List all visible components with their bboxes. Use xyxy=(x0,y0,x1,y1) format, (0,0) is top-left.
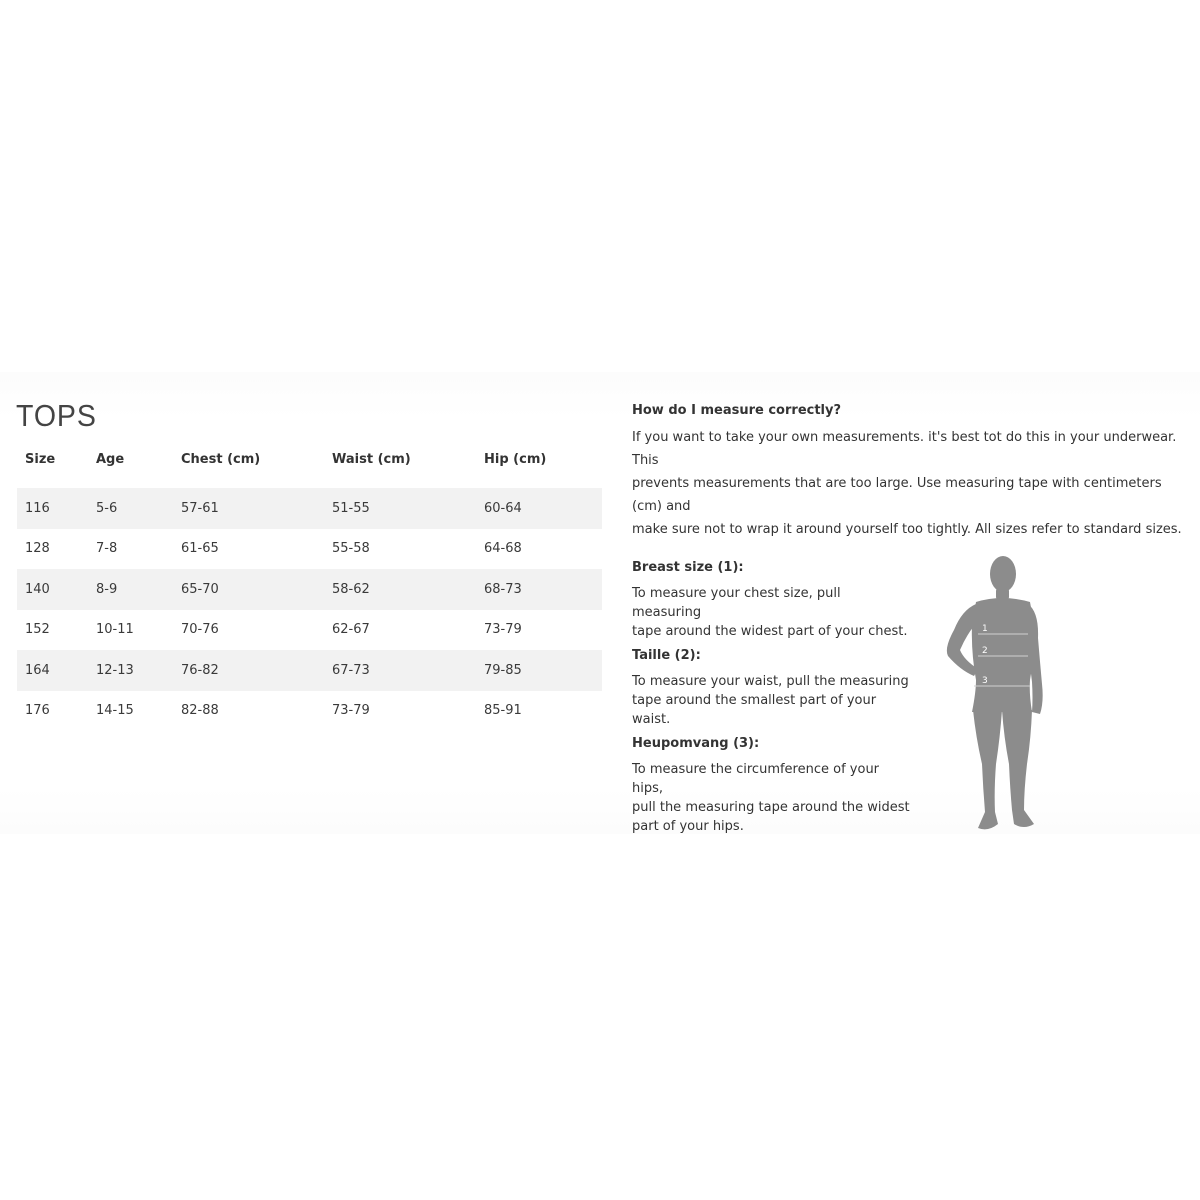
cell-hip: 60-64 xyxy=(476,488,602,529)
table-row xyxy=(17,569,602,610)
measure-help xyxy=(632,403,1192,541)
figure-marker-1: 1 xyxy=(982,624,988,634)
hip-heading: Heupomvang (3): xyxy=(632,736,760,751)
hip-text xyxy=(632,760,912,836)
cell-chest: 70-76 xyxy=(181,622,219,638)
waist-text xyxy=(632,672,912,729)
cell-age: 12-13 xyxy=(88,650,173,691)
cell-age: 8-9 xyxy=(88,569,173,610)
cell-chest: 65-70 xyxy=(173,569,324,610)
breast-text xyxy=(632,584,912,641)
cell-waist: 73-79 xyxy=(332,703,370,719)
figure-marker-3: 3 xyxy=(982,676,988,686)
cell-age: 14-15 xyxy=(96,703,134,719)
breast-line: tape around the widest part of your chest. xyxy=(632,624,908,639)
header-age: Age xyxy=(96,451,125,467)
measurement-hip xyxy=(632,736,1192,836)
cell-hip: 79-85 xyxy=(476,650,602,691)
waist-heading: Taille (2): xyxy=(632,648,701,663)
cell-hip: 73-79 xyxy=(484,622,522,638)
cell-size: 128 xyxy=(25,541,50,557)
header-size: Size xyxy=(25,451,56,467)
table-row xyxy=(17,488,602,529)
cell-chest: 61-65 xyxy=(181,541,219,557)
cell-waist: 62-67 xyxy=(332,622,370,638)
hip-line: part of your hips. xyxy=(632,819,744,834)
measure-help-line: prevents measurements that are too large. Use measuring tape with centimeters (cm) and xyxy=(632,476,1162,514)
cell-chest: 82-88 xyxy=(181,703,219,719)
measurement-breast xyxy=(632,560,1192,641)
table-row xyxy=(17,610,602,651)
measure-help-line: make sure not to wrap it around yourself too tightly. All sizes refer to standard sizes. xyxy=(632,522,1182,537)
table-header xyxy=(17,440,602,488)
hip-line: pull the measuring tape around the widest xyxy=(632,800,910,815)
cell-age: 10-11 xyxy=(96,622,134,638)
measure-help-text xyxy=(632,426,1192,541)
page-title: TOPS xyxy=(16,398,97,433)
measurement-waist xyxy=(632,648,1192,729)
header-chest: Chest (cm) xyxy=(181,451,261,467)
cell-size: 164 xyxy=(17,650,88,691)
table-row xyxy=(17,529,602,570)
cell-chest: 76-82 xyxy=(173,650,324,691)
header-hip: Hip (cm) xyxy=(484,451,547,467)
hip-line: To measure the circumference of your hips, xyxy=(632,762,880,796)
table-row xyxy=(17,650,602,691)
size-table xyxy=(17,440,602,731)
cell-age: 7-8 xyxy=(96,541,118,557)
measure-help-heading: How do I measure correctly? xyxy=(632,403,842,418)
cell-hip: 68-73 xyxy=(476,569,602,610)
cell-size: 116 xyxy=(17,488,88,529)
header-waist: Waist (cm) xyxy=(332,451,411,467)
body-silhouette-icon xyxy=(938,552,1048,832)
cell-waist: 58-62 xyxy=(324,569,476,610)
cell-size: 176 xyxy=(25,703,50,719)
waist-line: tape around the smallest part of your waist. xyxy=(632,693,877,727)
table-row xyxy=(17,691,602,732)
cell-waist: 67-73 xyxy=(324,650,476,691)
cell-hip: 64-68 xyxy=(484,541,522,557)
cell-waist: 51-55 xyxy=(324,488,476,529)
waist-line: To measure your waist, pull the measuring xyxy=(632,674,909,689)
measure-help-line: If you want to take your own measurements. it's best tot do this in your underwear. This xyxy=(632,430,1177,468)
breast-line: To measure your chest size, pull measuring xyxy=(632,586,841,620)
breast-heading: Breast size (1): xyxy=(632,560,744,575)
cell-hip: 85-91 xyxy=(484,703,522,719)
cell-age: 5-6 xyxy=(88,488,173,529)
cell-size: 152 xyxy=(25,622,50,638)
cell-waist: 55-58 xyxy=(332,541,370,557)
figure-marker-2: 2 xyxy=(982,646,988,656)
cell-size: 140 xyxy=(17,569,88,610)
cell-chest: 57-61 xyxy=(173,488,324,529)
